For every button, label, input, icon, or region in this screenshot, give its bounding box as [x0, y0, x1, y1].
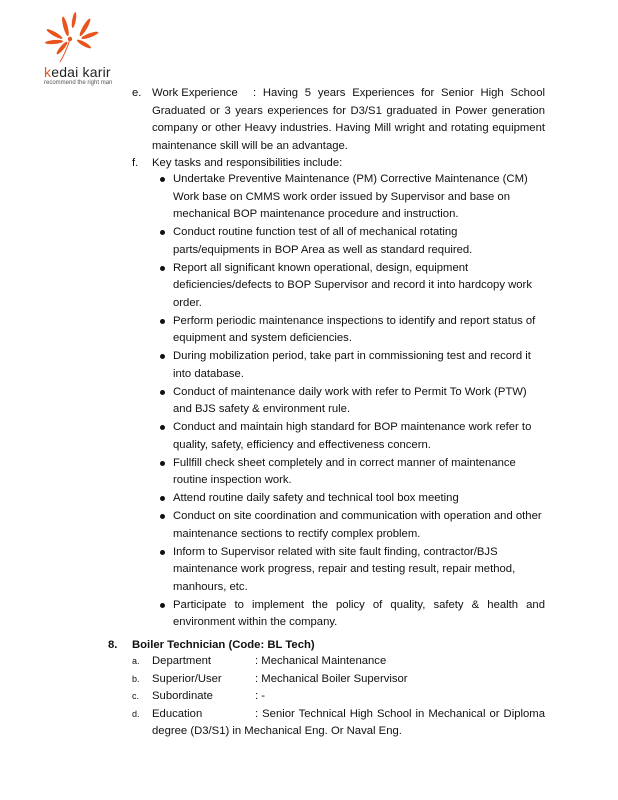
work-experience-item [132, 85, 545, 155]
logo-wordmark: kedai karir [44, 64, 111, 80]
key-tasks-item [132, 155, 545, 173]
bullet-dot-icon [160, 514, 165, 519]
row-value: : Mechanical Boiler Supervisor [255, 672, 408, 685]
bullet-text: Conduct of maintenance daily work with refer to Permit To Work (PTW) and BJS safety & environment rule. [173, 385, 527, 415]
detail-row-education [132, 706, 545, 741]
item-key: Work Experience [152, 87, 238, 99]
bullet-item [173, 313, 545, 348]
bullet-item [173, 171, 545, 224]
item-value: : Having 5 years Experiences for Senior High School Graduated or 3 years experiences for D3/S1 graduated in Power generation company or other Heavy industries. Having Mill wright and rotating equipment maintenance skill will be an advantage. [152, 87, 545, 152]
row-key: Subordinate [152, 690, 213, 702]
bullet-text: Undertake Preventive Maintenance (PM) Corrective Maintenance (CM) Work base on CMMS work order issued by Supervisor and base on mechanical BOP maintenance procedure and instruction. [173, 173, 528, 220]
row-value: : Mechanical Maintenance [255, 655, 387, 667]
responsibilities-list [173, 171, 545, 632]
bullet-text: Perform periodic maintenance inspections to identify and report status of equipment and system deficiencies. [173, 314, 536, 344]
item-letter: e. [132, 87, 142, 99]
row-letter: c. [132, 691, 140, 701]
row-letter: d. [132, 708, 140, 719]
flower-icon [40, 12, 110, 67]
bullet-item [173, 597, 545, 632]
section-number: 8. [108, 639, 118, 651]
bullet-dot-icon [160, 319, 165, 324]
bullet-dot-icon [160, 390, 165, 395]
row-key: Superior/User [152, 672, 222, 685]
row-key: Education [152, 707, 203, 720]
row-letter: a. [132, 656, 140, 666]
bullet-item [173, 224, 545, 259]
section-title: Boiler Technician (Code: BL Tech) [132, 639, 315, 651]
detail-row-subordinate [132, 688, 545, 706]
bullet-item [173, 544, 545, 597]
key-tasks-heading: Key tasks and responsibilities include: [152, 157, 343, 169]
bullet-dot-icon [160, 425, 165, 430]
bullet-text: During mobilization period, take part in commissioning test and record it into database. [173, 350, 531, 380]
bullet-item [173, 455, 545, 490]
bullet-dot-icon [160, 177, 165, 182]
bullet-item [173, 419, 545, 454]
education-paragraph [152, 706, 545, 741]
bullet-dot-icon [160, 230, 165, 235]
bullet-text: Report all significant known operational, design, equipment deficiencies/defects to BOP Supervisor and record it into hardcopy work order. [173, 261, 532, 309]
bullet-text: Fullfill check sheet completely and in correct manner of maintenance routine inspection work. [173, 456, 516, 486]
bullet-item [173, 260, 545, 313]
logo-tagline: recommend the right man [44, 80, 113, 86]
bullet-text: Conduct routine function test of all of mechanical rotating parts/equipments in BOP Area as well as standard required. [173, 226, 473, 256]
boiler-technician-details [132, 653, 545, 741]
bullet-dot-icon [160, 603, 165, 608]
work-experience-paragraph [152, 85, 545, 155]
bullet-item [173, 490, 545, 508]
bullet-item [173, 348, 545, 383]
bullet-text: Participate to implement the policy of quality, safety & health and environment within the company. [173, 598, 545, 628]
bullet-item [173, 384, 545, 419]
bullet-dot-icon [160, 496, 165, 501]
row-value: : - [255, 690, 266, 702]
bullet-dot-icon [160, 354, 165, 359]
detail-row-department [132, 653, 545, 671]
bullet-dot-icon [160, 461, 165, 466]
bullet-text: Attend routine daily safety and technical tool box meeting [173, 492, 459, 504]
kedai-karir-logo [40, 12, 130, 86]
bullet-text: Inform to Supervisor related with site fault finding, contractor/BJS maintenance work progress, repair and testing result, repair method, manhours, etc. [173, 545, 516, 593]
row-key: Department [152, 655, 212, 667]
bullet-dot-icon [160, 266, 165, 271]
bullet-text: Conduct and maintain high standard for BOP maintenance work refer to quality, safety, efficiency and effectiveness concern. [173, 421, 532, 451]
section-8-heading [108, 637, 315, 655]
item-letter: f. [132, 157, 139, 169]
row-letter: b. [132, 673, 140, 684]
bullet-text: Conduct on site coordination and communication with operation and other maintenance sections to rectify complex problem. [173, 510, 542, 540]
bullet-dot-icon [160, 550, 165, 555]
detail-row-superior [132, 671, 545, 689]
row-value: : Senior Technical High School in Mechanical or Diploma degree (D3/S1) in Mechanical Eng. Or Naval Eng. [152, 707, 545, 737]
bullet-item [173, 508, 545, 543]
